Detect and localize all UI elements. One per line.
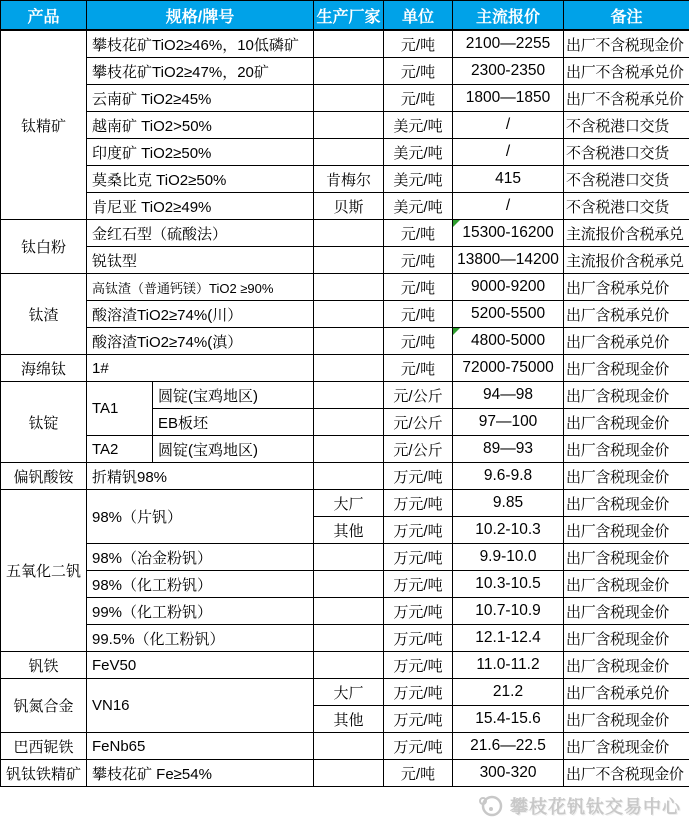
spec-cell: 云南矿 TiO2≥45%: [87, 85, 314, 112]
note-cell: 出厂含税现金价: [564, 490, 689, 517]
note-cell: 出厂含税现金价: [564, 409, 689, 436]
price-cell: 12.1-12.4: [453, 625, 564, 652]
table-row: [1, 274, 689, 301]
price-cell: 5200-5500: [453, 301, 564, 328]
table-row: [1, 220, 689, 247]
maker-cell: [314, 436, 384, 463]
form-cell: EB板坯: [153, 409, 314, 436]
note-cell: 出厂含税现金价: [564, 652, 689, 679]
price-cell: /: [453, 193, 564, 220]
price-cell: 415: [453, 166, 564, 193]
note-cell: 出厂含税现金价: [564, 733, 689, 760]
maker-cell: [314, 220, 384, 247]
table-row: [1, 679, 689, 706]
spec-cell: 印度矿 TiO2≥50%: [87, 139, 314, 166]
unit-cell: 万元/吨: [384, 517, 453, 544]
table-row: [1, 436, 689, 463]
spec-cell: 99.5%（化工粉钒）: [87, 625, 314, 652]
price-cell: 11.0-11.2: [453, 652, 564, 679]
error-triangle-icon: [453, 220, 460, 227]
spec-cell: 酸溶渣TiO2≥74%(川）: [87, 301, 314, 328]
spec-cell: 攀枝花矿TiO2≥46%，10低磷矿: [87, 30, 314, 58]
spec-cell: 锐钛型: [87, 247, 314, 274]
spec-cell: 莫桑比克 TiO2≥50%: [87, 166, 314, 193]
maker-cell: [314, 85, 384, 112]
note-cell: 主流报价含税承兑: [564, 247, 689, 274]
maker-cell: [314, 409, 384, 436]
product-cell: 钛锭: [1, 382, 87, 463]
unit-cell: 万元/吨: [384, 598, 453, 625]
table-row: [1, 544, 689, 571]
unit-cell: 元/吨: [384, 220, 453, 247]
table-row: [1, 571, 689, 598]
table-row: [1, 328, 689, 355]
spec-cell: 攀枝花矿 Fe≥54%: [87, 760, 314, 787]
table-row: [1, 112, 689, 139]
note-cell: 出厂含税承兑价: [564, 328, 689, 355]
maker-cell: [314, 301, 384, 328]
note-cell: 出厂含税现金价: [564, 625, 689, 652]
note-cell: 出厂含税承兑价: [564, 274, 689, 301]
price-cell: 9.85: [453, 490, 564, 517]
unit-cell: 元/吨: [384, 274, 453, 301]
unit-cell: 元/吨: [384, 85, 453, 112]
spec-cell: 98%（化工粉钒）: [87, 571, 314, 598]
table-row: [1, 355, 689, 382]
note-cell: 出厂含税现金价: [564, 382, 689, 409]
watermark: [0, 787, 689, 825]
spec-cell: FeNb65: [87, 733, 314, 760]
maker-cell: [314, 463, 384, 490]
note-cell: 出厂含税现金价: [564, 355, 689, 382]
maker-cell: 其他: [314, 706, 384, 733]
maker-cell: [314, 355, 384, 382]
maker-cell: [314, 598, 384, 625]
table-row: [1, 139, 689, 166]
note-cell: 出厂不含税现金价: [564, 30, 689, 58]
col-header-spec: 规格/牌号: [87, 1, 314, 31]
unit-cell: 万元/吨: [384, 571, 453, 598]
maker-cell: [314, 112, 384, 139]
spec-cell: 1#: [87, 355, 314, 382]
unit-cell: 美元/吨: [384, 166, 453, 193]
header-row: [1, 1, 689, 31]
price-cell: [453, 328, 564, 355]
price-cell: 1800—1850: [453, 85, 564, 112]
grade-cell: TA2: [87, 436, 153, 463]
col-header-maker: 生产厂家: [314, 1, 384, 31]
price-cell: 97—100: [453, 409, 564, 436]
spec-cell: 高钛渣（普通钙镁）TiO2 ≥90%: [87, 274, 314, 301]
col-header-price: 主流报价: [453, 1, 564, 31]
form-cell: 圆锭(宝鸡地区): [153, 436, 314, 463]
price-cell: /: [453, 112, 564, 139]
price-cell: 9000-9200: [453, 274, 564, 301]
grade-cell: TA1: [87, 382, 153, 436]
price-cell: 300-320: [453, 760, 564, 787]
table-row: [1, 598, 689, 625]
table-row: [1, 85, 689, 112]
unit-cell: 美元/吨: [384, 139, 453, 166]
price-cell: 15.4-15.6: [453, 706, 564, 733]
unit-cell: 万元/吨: [384, 652, 453, 679]
unit-cell: 元/公斤: [384, 436, 453, 463]
maker-cell: [314, 274, 384, 301]
product-cell: 钛白粉: [1, 220, 87, 274]
spec-cell: FeV50: [87, 652, 314, 679]
product-cell: 五氧化二钒: [1, 490, 87, 652]
table-row: [1, 760, 689, 787]
price-cell: 9.6-9.8: [453, 463, 564, 490]
form-cell: 圆锭(宝鸡地区): [153, 382, 314, 409]
table-row: [1, 166, 689, 193]
maker-cell: [314, 733, 384, 760]
price-cell: 89—93: [453, 436, 564, 463]
price-cell: [453, 220, 564, 247]
note-cell: 出厂含税现金价: [564, 598, 689, 625]
price-cell: 21.6—22.5: [453, 733, 564, 760]
note-cell: 出厂不含税承兑价: [564, 58, 689, 85]
col-header-note: 备注: [564, 1, 689, 31]
unit-cell: 万元/吨: [384, 625, 453, 652]
unit-cell: 万元/吨: [384, 490, 453, 517]
note-cell: 不含税港口交货: [564, 193, 689, 220]
spec-cell: 99%（化工粉钒）: [87, 598, 314, 625]
unit-cell: 元/吨: [384, 301, 453, 328]
price-cell: /: [453, 139, 564, 166]
table-row: [1, 625, 689, 652]
unit-cell: 元/吨: [384, 58, 453, 85]
price-value: 15300-16200: [462, 224, 553, 241]
note-cell: 不含税港口交货: [564, 166, 689, 193]
product-cell: 偏钒酸铵: [1, 463, 87, 490]
spec-cell: 攀枝花矿TiO2≥47%，20矿: [87, 58, 314, 85]
product-cell: 钛渣: [1, 274, 87, 355]
note-cell: 出厂含税承兑价: [564, 679, 689, 706]
note-cell: 不含税港口交货: [564, 112, 689, 139]
spec-cell: VN16: [87, 679, 314, 733]
price-cell: 2300-2350: [453, 58, 564, 85]
note-cell: 出厂含税现金价: [564, 706, 689, 733]
maker-cell: [314, 544, 384, 571]
table-row: [1, 490, 689, 517]
product-cell: 海绵钛: [1, 355, 87, 382]
unit-cell: 元/公斤: [384, 409, 453, 436]
price-cell: 10.7-10.9: [453, 598, 564, 625]
col-header-unit: 单位: [384, 1, 453, 31]
table-row: [1, 30, 689, 58]
unit-cell: 元/吨: [384, 760, 453, 787]
spec-cell: 98%（冶金粉钒）: [87, 544, 314, 571]
spec-cell: 肯尼亚 TiO2≥49%: [87, 193, 314, 220]
unit-cell: 万元/吨: [384, 679, 453, 706]
exchange-logo-icon: [478, 793, 504, 819]
product-cell: 巴西铌铁: [1, 733, 87, 760]
table-row: [1, 58, 689, 85]
price-cell: 9.9-10.0: [453, 544, 564, 571]
unit-cell: 元/公斤: [384, 382, 453, 409]
price-cell: 2100—2255: [453, 30, 564, 58]
table-row: [1, 652, 689, 679]
table-row: [1, 301, 689, 328]
spec-cell: 折精钒98%: [87, 463, 314, 490]
note-cell: 出厂不含税承兑价: [564, 85, 689, 112]
product-cell: 钒氮合金: [1, 679, 87, 733]
error-triangle-icon: [453, 328, 460, 335]
maker-cell: 其他: [314, 517, 384, 544]
spec-cell: 金红石型（硫酸法）: [87, 220, 314, 247]
maker-cell: [314, 328, 384, 355]
table-row: [1, 733, 689, 760]
price-cell: 94—98: [453, 382, 564, 409]
spec-cell: 越南矿 TiO2>50%: [87, 112, 314, 139]
maker-cell: 大厂: [314, 490, 384, 517]
product-cell: 钒钛铁精矿: [1, 760, 87, 787]
unit-cell: 万元/吨: [384, 463, 453, 490]
maker-cell: 贝斯: [314, 193, 384, 220]
price-value: 4800-5000: [471, 332, 545, 349]
price-cell: 72000-75000: [453, 355, 564, 382]
note-cell: 出厂含税现金价: [564, 571, 689, 598]
table-row: [1, 247, 689, 274]
watermark-text: 攀枝花钒钛交易中心: [510, 793, 681, 819]
maker-cell: 肯梅尔: [314, 166, 384, 193]
note-cell: 出厂含税现金价: [564, 517, 689, 544]
unit-cell: 元/吨: [384, 30, 453, 58]
maker-cell: 大厂: [314, 679, 384, 706]
maker-cell: [314, 652, 384, 679]
note-cell: 主流报价含税承兑: [564, 220, 689, 247]
maker-cell: [314, 760, 384, 787]
unit-cell: 元/吨: [384, 328, 453, 355]
table-row: [1, 193, 689, 220]
col-header-product: 产品: [1, 1, 87, 31]
unit-cell: 万元/吨: [384, 706, 453, 733]
maker-cell: [314, 58, 384, 85]
price-cell: 10.3-10.5: [453, 571, 564, 598]
note-cell: 出厂含税现金价: [564, 463, 689, 490]
price-cell: 10.2-10.3: [453, 517, 564, 544]
note-cell: 不含税港口交货: [564, 139, 689, 166]
product-cell: 钒铁: [1, 652, 87, 679]
unit-cell: 美元/吨: [384, 193, 453, 220]
unit-cell: 美元/吨: [384, 112, 453, 139]
spec-cell: 酸溶渣TiO2≥74%(滇）: [87, 328, 314, 355]
maker-cell: [314, 625, 384, 652]
note-cell: 出厂含税现金价: [564, 544, 689, 571]
maker-cell: [314, 382, 384, 409]
note-cell: 出厂不含税现金价: [564, 760, 689, 787]
table-row: [1, 382, 689, 409]
note-cell: 出厂含税现金价: [564, 436, 689, 463]
unit-cell: 元/吨: [384, 355, 453, 382]
maker-cell: [314, 571, 384, 598]
note-cell: 出厂含税承兑价: [564, 301, 689, 328]
product-cell: 钛精矿: [1, 30, 87, 220]
unit-cell: 万元/吨: [384, 544, 453, 571]
price-cell: 21.2: [453, 679, 564, 706]
unit-cell: 元/吨: [384, 247, 453, 274]
unit-cell: 万元/吨: [384, 733, 453, 760]
spec-cell: 98%（片钒）: [87, 490, 314, 544]
price-cell: 13800—14200: [453, 247, 564, 274]
maker-cell: [314, 139, 384, 166]
maker-cell: [314, 247, 384, 274]
table-row: [1, 463, 689, 490]
maker-cell: [314, 30, 384, 58]
